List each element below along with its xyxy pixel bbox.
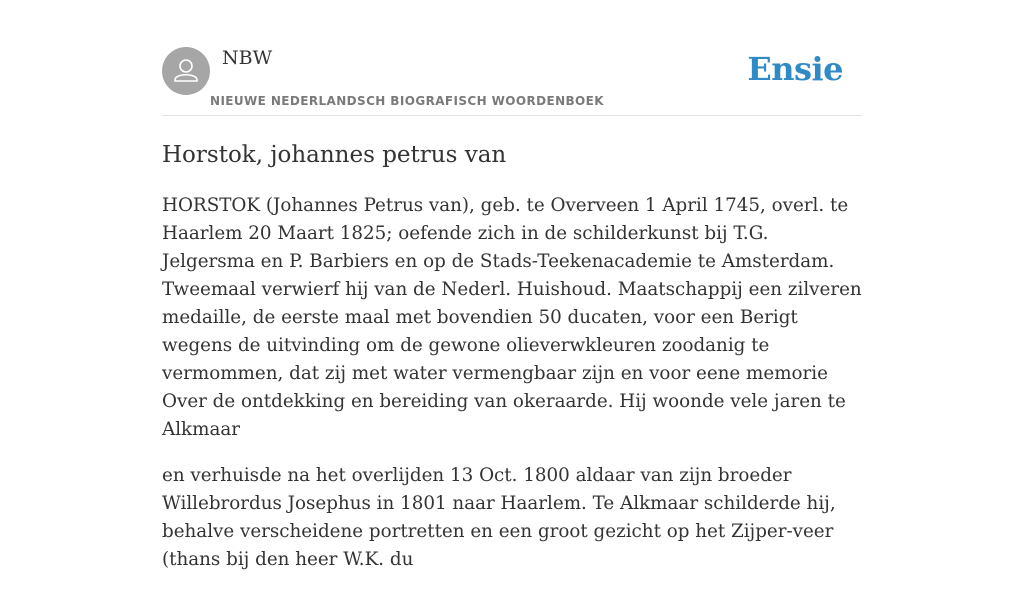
author-name[interactable]: NBW — [222, 47, 273, 69]
article-paragraph: en verhuisde na het overlijden 13 Oct. 1800 aldaar van zijn broeder Willebrordus Josephus in 1801 naar Haarlem. Te Alkmaar schilderde hij, behalve verscheidene portretten en een groot gezicht op het Zijper-veer (thans bij den heer W.K. du — [162, 465, 836, 570]
user-avatar-icon[interactable] — [162, 47, 210, 95]
source-header — [162, 0, 862, 116]
ensie-logo[interactable]: Ensie — [747, 50, 843, 88]
article-page — [162, 0, 862, 570]
article-title: Horstok, johannes petrus van — [162, 142, 507, 168]
user-silhouette-icon — [162, 47, 210, 95]
source-name[interactable]: NIEUWE NEDERLANDSCH BIOGRAFISCH WOORDENBOEK — [210, 94, 604, 108]
article-body — [162, 192, 862, 592]
article-paragraph: HORSTOK (Johannes Petrus van), geb. te Overveen 1 April 1745, overl. te Haarlem 20 Maart 1825; oefende zich in de schilderkunst bij T.G. Jelgersma en P. Barbiers en op de Stads-Teekenacademie te Amsterdam. Tweemaal verwierf hij van de Nederl. Huishoud. Maatschappij een zilveren medaille, de eerste maal met bovendien 50 ducaten, voor een Berigt wegens de uitvinding om de gewone olieverwkleuren zoodanig te vermommen, dat zij met water vermengbaar zijn en voor eene memorie Over de ontdekking en bereiding van okeraarde. Hij woonde vele jaren te Alkmaar — [162, 195, 862, 440]
